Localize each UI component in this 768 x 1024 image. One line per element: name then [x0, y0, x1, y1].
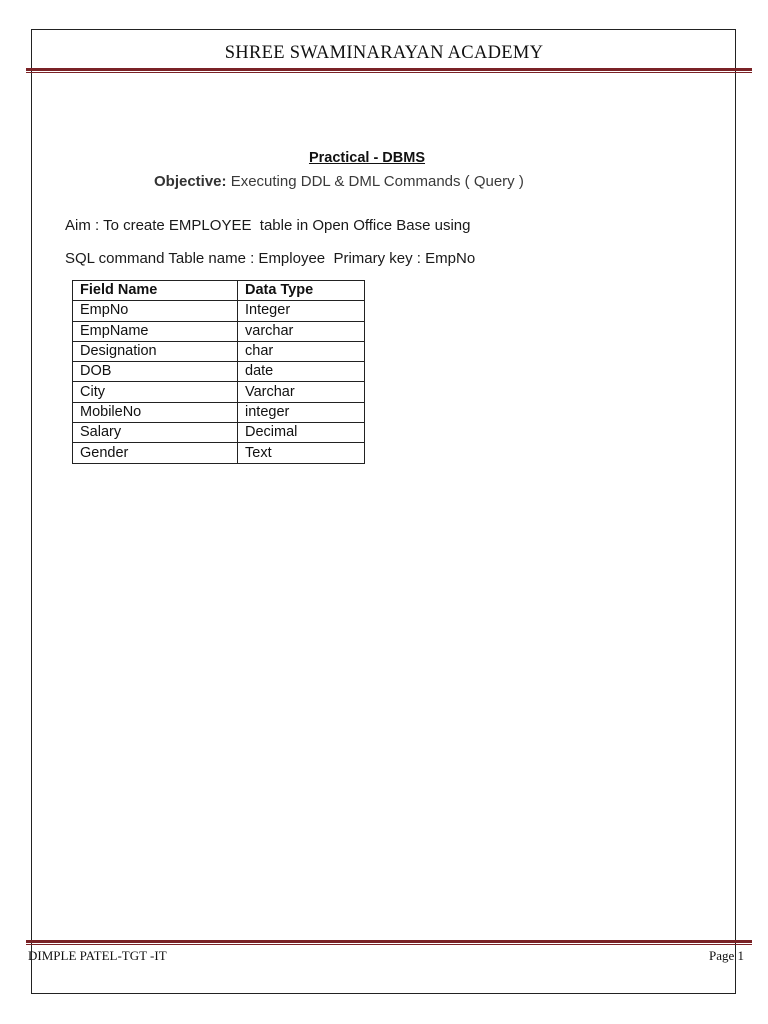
objective-label: Objective: [154, 173, 227, 190]
field-name-cell: Gender [73, 443, 238, 463]
table-header-row [73, 281, 365, 301]
data-type-cell: date [238, 362, 365, 382]
data-type-cell: Text [238, 443, 365, 463]
table-row [73, 341, 365, 361]
field-name-cell: Salary [73, 423, 238, 443]
table-row [73, 382, 365, 402]
data-type-cell: Varchar [238, 382, 365, 402]
field-name-cell: EmpName [73, 321, 238, 341]
field-name-cell: DOB [73, 362, 238, 382]
table-row [73, 321, 365, 341]
column-header-field-name: Field Name [73, 281, 238, 301]
employee-fields-table [72, 280, 365, 464]
column-header-data-type: Data Type [238, 281, 365, 301]
table-row [73, 443, 365, 463]
objective-line [154, 173, 524, 190]
field-name-cell: MobileNo [73, 402, 238, 422]
footer-page-number: Page 1 [709, 948, 745, 963]
data-type-cell: Integer [238, 301, 365, 321]
field-name-cell: Designation [73, 341, 238, 361]
header-rule [26, 68, 752, 73]
table-row [73, 362, 365, 382]
footer-author: DIMPLE PATEL-TGT -IT [28, 948, 167, 963]
data-type-cell: Decimal [238, 423, 365, 443]
objective-text: Executing DDL & DML Commands ( Query ) [226, 173, 524, 190]
data-type-cell: char [238, 341, 365, 361]
practical-title: Practical - DBMS [308, 150, 426, 166]
aim-line-2: SQL command Table name : Employee Primary key : EmpNo [65, 250, 476, 267]
field-name-cell: EmpNo [73, 301, 238, 321]
data-type-cell: varchar [238, 321, 365, 341]
field-name-cell: City [73, 382, 238, 402]
data-type-cell: integer [238, 402, 365, 422]
header-title: SHREE SWAMINARAYAN ACADEMY [224, 43, 544, 63]
table-row [73, 402, 365, 422]
table-row [73, 423, 365, 443]
table-row [73, 301, 365, 321]
aim-line-1: Aim : To create EMPLOYEE table in Open Office Base using [65, 217, 471, 234]
footer-rule [26, 940, 752, 945]
